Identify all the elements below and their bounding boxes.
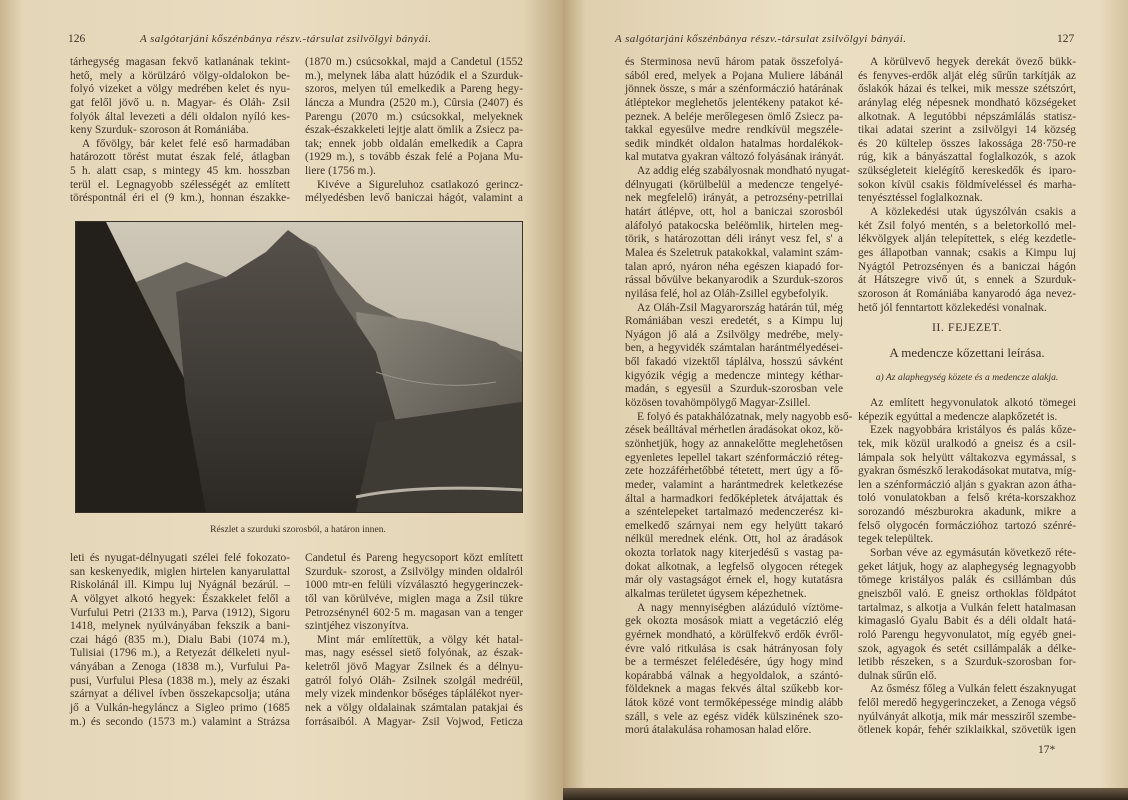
text-line: Tulisiai (1796 m.), a Retyezát délkeleti nyul- <box>70 647 290 660</box>
text-line: sorozandó mészburokra akadunk, mikre a <box>858 506 1076 519</box>
text-line: tikai adatai szerint a zsilvölgyi 14 község <box>858 124 1076 137</box>
page-number: 127 <box>1057 33 1075 45</box>
text-line: keletről jövő Magyar Zsilnek és a délnyu- <box>305 661 523 674</box>
left-column-2-top <box>305 56 523 206</box>
chapter-subtitle: A medencze kőzettani leírása. <box>889 345 1045 360</box>
text-line: tenyésztéssel foglalkoznak. <box>858 192 983 205</box>
text-line: folyók által levezeti a déli oldalon nyíló kes- <box>70 110 290 123</box>
text-line: ötlenek kopár, fehér sziklaikkal, szövetük igen <box>858 724 1076 737</box>
text-line: forrásaiból. A Magyar- Zsil Vojwod, Feticza <box>305 715 523 728</box>
text-line: (1929 m.), s tovább észak felé a Pojana Mu- <box>305 151 523 164</box>
photo-caption: Részlet a szurduki szorosból, a határon innen. <box>210 524 386 535</box>
text-line: emelkedő szárnyai nem egy helyütt takaró <box>625 519 843 532</box>
text-line: két Zsil folyó mentén, s a beletorkolló mel- <box>858 219 1076 232</box>
text-line: szoroson át Romániába kanyarodó ága nevez- <box>858 287 1076 300</box>
text-line: száll, s vele az egész vidék külszinének szo- <box>625 710 843 723</box>
text-line: hető, mely a körülzáró völgy-oldalokon be- <box>70 69 290 82</box>
text-line: rúg, kik a bányászattal foglalkozók, s azok <box>858 151 1076 164</box>
text-line: dokat alkotnak, a legfelső olygocen rétegek <box>625 560 843 573</box>
text-line: láncza a Mundra (2520 m.), Cûrsia (2407) és <box>305 96 523 109</box>
text-line: látok közé vont termőképessége mindig alább <box>625 697 843 710</box>
text-line: és fenyves-erdők alját elég sűrűn tarkítják az <box>858 69 1076 82</box>
text-line: tek, mik közül uralkodó a gneisz és a csil- <box>858 437 1076 450</box>
right-column-2-bottom <box>858 397 1076 738</box>
text-line: észak-északkeleti lejtje alatt ömlik a Zsiecz pa- <box>305 124 523 137</box>
text-line: hető jól fenntartott közlekedési vonalnak. <box>858 301 1047 314</box>
text-line: roló Parengu hegyvonulatot, míg egyéb gnei- <box>858 628 1076 641</box>
running-head: A salgótarjáni kőszénbánya részv.-társulat zsilvölgyi bányái. <box>615 33 907 45</box>
text-line: Nyágon jő alá a Zsilvölgy medrébe, mely- <box>625 328 843 341</box>
text-line: át Hátszegre vivő út, s ennek a Szurduk- <box>858 274 1076 287</box>
text-line: alkalmas területet úgysem képezhetnek. <box>625 587 807 600</box>
text-line: madán, s egyesül a Szurduk-szorosban vele <box>625 383 843 396</box>
text-line: szintjéhez viszonyítva. <box>305 620 409 633</box>
text-line: határt átlépve, ott, hol a baniczai szorosból <box>625 206 843 219</box>
text-line: pusi, Vurfului Plesa (1838 m.), mely az északi <box>70 674 290 687</box>
text-line: A körülvevő hegyek derekát övező bükk- <box>870 56 1076 68</box>
book-edge-shadow <box>563 788 1128 800</box>
text-line: szönhetjük, hogy az annakelőtte meglehetősen <box>625 437 843 450</box>
text-line: egyenletes lepellel takart szénformáczió réteg- <box>625 451 843 464</box>
text-line: Malea és Szeletruk patakokkal, valamint szám- <box>625 246 843 259</box>
signature-mark: 17* <box>1038 744 1056 756</box>
text-line: Nyágtól Petrozsényen és a baniczai hágón <box>858 260 1076 273</box>
text-line: talan apró, nyáron néha egészen kiapadó for- <box>625 260 843 273</box>
text-line: határozott törést mutat észak felé, átlagban <box>70 151 290 164</box>
text-line: mélyedésben levő baniczai hágót, valamint a <box>305 192 523 205</box>
text-line: től van körülvéve, miglen maga a Zsil tükre <box>305 592 523 605</box>
text-line: liere (1756 m.). <box>305 165 376 178</box>
text-line: nélkül merednek elénk. Ott, hol az áradások <box>625 533 843 546</box>
text-line: kal mutatva gyakran változó folyásának irányát. <box>625 151 844 164</box>
text-line: dulnak sűrűn elő. <box>858 669 937 682</box>
text-line: A közlekedési utak úgyszólván csakis a <box>870 206 1076 219</box>
text-line: takkal egyesülve medre rendkívül megszéle- <box>625 124 843 137</box>
left-column-1-top <box>70 56 290 206</box>
text-line: Parengu (2070 m.) csúcsokkal, melyeknek <box>305 110 523 123</box>
text-line: tartalmaz, s alkotja a Vulkán felett hatalmasan <box>858 601 1076 614</box>
text-line: 5 h. alatt csap, s mintegy 45 km. hosszban <box>70 165 290 178</box>
text-line: sedik mindkét oldalon hatalmas hordalékok- <box>625 137 843 150</box>
text-line: folyó vizeket a völgy medrében kelet és nyu- <box>70 83 290 96</box>
text-line: közösen tovahömpölygő Magyar-Zsillel. <box>625 397 811 410</box>
text-line: szok, agyagok és setét csillámpalák a délke- <box>858 642 1076 655</box>
text-line: (1870 m.) csúcsokkal, majd a Candetul (1552 <box>305 56 523 68</box>
chapter-title: II. FEJEZET. <box>931 320 1003 334</box>
text-line: be a természet feléledésére, úgy hogy mind <box>625 656 843 669</box>
text-line: felől meredő hegygerinczeket, a Zenoga végső <box>858 697 1076 710</box>
text-line: kigyózik végig a medencze mintegy kéthar- <box>625 369 843 382</box>
right-page <box>563 0 1128 800</box>
text-line: őslakók házai és telkei, mik messze szétszórt, <box>858 83 1076 96</box>
text-line: évre való ritkulása is csak hátrányosan foly <box>625 642 843 655</box>
section-heading: a) Az alaphegység közete és a medencze alakja. <box>875 372 1059 383</box>
text-line: gneiszből való. E gneisz orthoklas földpátot <box>858 587 1076 600</box>
gorge-illustration <box>76 222 522 512</box>
text-line: toló vonulatokban a felső kréta-korszakhoz <box>858 492 1076 505</box>
text-line: mas, nagy eséssel siető folyónak, az észak- <box>305 647 523 660</box>
text-line: Az említett hegyvonulatok alkotó tömegei <box>870 397 1076 409</box>
text-line: töréspontnál éri el (9 km.), honnan északke- <box>70 192 290 205</box>
text-line: lékvölgyek alján telepítettek, s elég kezdetle- <box>858 233 1076 246</box>
text-line: gyérnek mondható, a körülfekvő erdők évről- <box>625 628 843 641</box>
text-line: Az addig elég szabályosnak mondható nyugat- <box>637 165 850 178</box>
text-line: sokon kívül csakis földmíveléssel és marha- <box>858 178 1076 191</box>
text-line: zések beálltával mérhetlen áradásokat okoz, kö- <box>625 424 844 437</box>
text-line: szárnyat a délivel ívben összekapcsolja; utána <box>70 688 290 701</box>
text-line: jönnek össze, s már a szénformáczió határának <box>625 83 843 96</box>
running-head: A salgótarjáni kőszénbánya részv.-társulat zsilvölgyi bányái. <box>140 33 432 45</box>
text-line: m.) és secondo (1573 m.) valamint a Strázsa <box>70 715 290 728</box>
text-line: tömege kristályos palák és csillámban dús <box>858 574 1076 587</box>
text-line: szükségleteit kielégítő kereskedők és iparo- <box>858 165 1076 178</box>
text-line: Az Oláh-Zsil Magyarország határán túl, még <box>637 301 843 314</box>
text-line: Vurfului Petri (2133 m.), Parva (1912), Sigoru <box>70 606 290 619</box>
text-line: zete hozzáférhetőbbé tétetett, mert úgy a fő- <box>625 465 843 478</box>
text-line: és Sterminosa nevű három patak összefolyá- <box>625 56 843 68</box>
text-line: A fővölgy, bár kelet felé eső harmadában <box>82 137 290 150</box>
text-line: átléptekor meglehetős jelentékeny patakot ké- <box>625 96 843 109</box>
text-line: kopárabbá válnak a hegyoldalok, a szántó- <box>625 669 843 682</box>
left-page <box>0 0 563 800</box>
text-line: ványában a Zenoga (1838 m.), Vurfului Pa- <box>70 661 290 674</box>
text-line: alkotnak. A legutóbbi népszámlálás statisz- <box>858 110 1076 123</box>
text-line: Szurduk- szorost, a Zsilvölgy minden oldalról <box>305 565 523 578</box>
text-line: Candetul és Pareng hegycsoport közt említett <box>305 552 523 564</box>
text-line: E folyó és patakhálózatnak, mely nagyobb eső- <box>637 410 853 423</box>
text-line: gat felől jövő u. n. Magyar- és Oláh- Zsil <box>70 96 290 109</box>
text-line: czai hágó (835 m.), Dialu Babi (1074 m.), <box>70 633 290 646</box>
text-line: san keskenyedik, miglen hirtelen kanyarulattal <box>70 565 290 578</box>
text-line: földeknek a magas fekvés által szűkebb kor- <box>625 683 843 696</box>
text-line: Ezek nagyobbára kristályos és palás kőze- <box>870 424 1076 437</box>
text-line: terül el. Legnagyobb szélességét az említett <box>70 178 290 191</box>
text-line: kimagasló Gyalu Babit és a déli oldalt hatá- <box>858 615 1076 628</box>
text-line: gyakran ősmészkő lerakodásokat mutatva, míg- <box>858 465 1076 478</box>
text-line: 1418, melynek nyúlványában fekszik a bani- <box>70 620 290 633</box>
text-line: és 20 kültelep összes lakossága 28·750-re <box>858 137 1076 150</box>
landscape-photo <box>75 221 523 513</box>
text-line: Az ősmész főleg a Vulkán felett északnyugat <box>870 683 1076 696</box>
text-line: lámpala sok helyütt váltakozva egymással, s <box>858 451 1076 464</box>
text-line: nyilása felé, hol az Oláh-Zsillel egybefolyik. <box>625 287 829 300</box>
text-line: szoros, melyen túl emelkedik a Pareng hegy- <box>305 83 523 96</box>
right-column-1 <box>625 56 853 738</box>
page-number: 126 <box>68 33 86 45</box>
text-line: ben, a hegyvidék számtalan harántmélyedései- <box>625 342 843 355</box>
text-line: sából ered, melyek a Pojana Muliere lábánál <box>625 69 843 82</box>
text-line: A nagy mennyiségben alázúduló víztöme- <box>637 601 843 614</box>
text-line: által a harmadkori fedőképletek átvájattak és <box>625 492 843 505</box>
text-line: meder, valamint a harántmedrek keletkezése <box>625 478 843 491</box>
text-line: geket látjuk, hogy az alaphegység legnagyobb <box>858 560 1076 573</box>
text-line: felső olygocén formáczióhoz tartozó szénré- <box>858 519 1076 532</box>
text-line: Riskolánál ill. Kimpu luj Nyágnál bezárúl. – <box>70 579 290 592</box>
text-line: Romániában veszi eredetét, s a Kimpu luj <box>625 315 843 328</box>
text-line: tak; ennek jobb oldalán emelkedik a Capra <box>305 137 523 150</box>
text-line: aláfolyó patakocska beléömlik, hirtelen meg- <box>625 219 843 232</box>
text-line: nyúlványát alkotja, mik már messziről szembe- <box>858 710 1076 723</box>
text-line: A völgyet alkotó hegyek: Északkelet felől a <box>70 592 290 605</box>
text-line: Petrozsénynél 602·5 m. magasan van a tenger <box>305 606 523 619</box>
text-line: nek a völgy oldalainak számtalan patakjai és <box>305 702 523 715</box>
text-line: mely vizek mindenkor bőséges táplálékot nyer- <box>305 688 523 701</box>
text-line: már oly vastagságot érnek el, hogy kutatásra <box>625 574 843 587</box>
text-line: a széntelepeket tartalmazó medenczerész ki- <box>625 506 843 519</box>
text-line: ges állapotban vannak; csakis a Kimpu luj <box>858 246 1076 259</box>
left-column-1-bottom <box>70 552 290 729</box>
text-line: gek okozta mosások miatt a vegetáczió elég <box>625 615 843 628</box>
text-line: letibb részeken, s a Szurduk-szorosban for- <box>858 656 1076 669</box>
text-line: Kivéve a Sigureluhoz csatlakozó gerincz- <box>317 178 523 191</box>
text-line: gatról folyó Oláh- Zsilnek szolgál medréül, <box>305 674 523 687</box>
right-column-2-top <box>858 56 1076 315</box>
text-line: tárhegység magasan fekvő katlanának tekint- <box>70 56 290 68</box>
text-line: okozta torlatok nagy kiterjedésű s vastag pa- <box>625 547 843 560</box>
text-line: leti és nyugat-délnyugati szélei felé fokozato- <box>70 552 290 564</box>
text-line: Sorban véve az egymásután következő réte- <box>870 547 1076 560</box>
text-line: len a szénformáczió alján s gyakran azon átha- <box>858 478 1076 491</box>
text-line: aránylag elég népesnek mondható községeket <box>858 96 1076 109</box>
text-line: Mint már említettük, a völgy két hatal- <box>317 633 523 646</box>
left-column-2-bottom <box>305 552 523 729</box>
text-line: morú átalakulása rohamosan halad előre. <box>625 724 812 737</box>
text-line: törik, s határozottan déli irányt vesz fel, s' a <box>625 233 843 246</box>
text-line: délnyugati (körülbelül a medencze tengelyé- <box>625 178 843 191</box>
text-line: 1000 mtr-en felüli vízválasztó hegygerinczek- <box>305 579 523 592</box>
text-line: képezik egyúttal a medencze alapkőzetét is. <box>858 410 1058 423</box>
text-line: keny Szurduk- szoroson át Romániába. <box>70 124 249 137</box>
text-line: jő a Vulkán-hegyláncz a Sigleo primo (1685 <box>70 702 290 715</box>
text-line: m.), melynek lába alatt húzódik el a Szurduk- <box>305 69 523 82</box>
text-line: peznek. A beléje merőlegesen ömlő Zsiecz pa- <box>625 110 843 123</box>
text-line: ből fakadó vizektől táplálva, hosszú sávként <box>625 356 843 369</box>
text-line: tegek települtek. <box>858 533 934 546</box>
text-line: nek megfelelő) irányát, a petrozsény-petrillai <box>625 192 843 205</box>
text-line: rással bővülve bekanyarodik a Szurduk-szoros <box>625 274 843 287</box>
